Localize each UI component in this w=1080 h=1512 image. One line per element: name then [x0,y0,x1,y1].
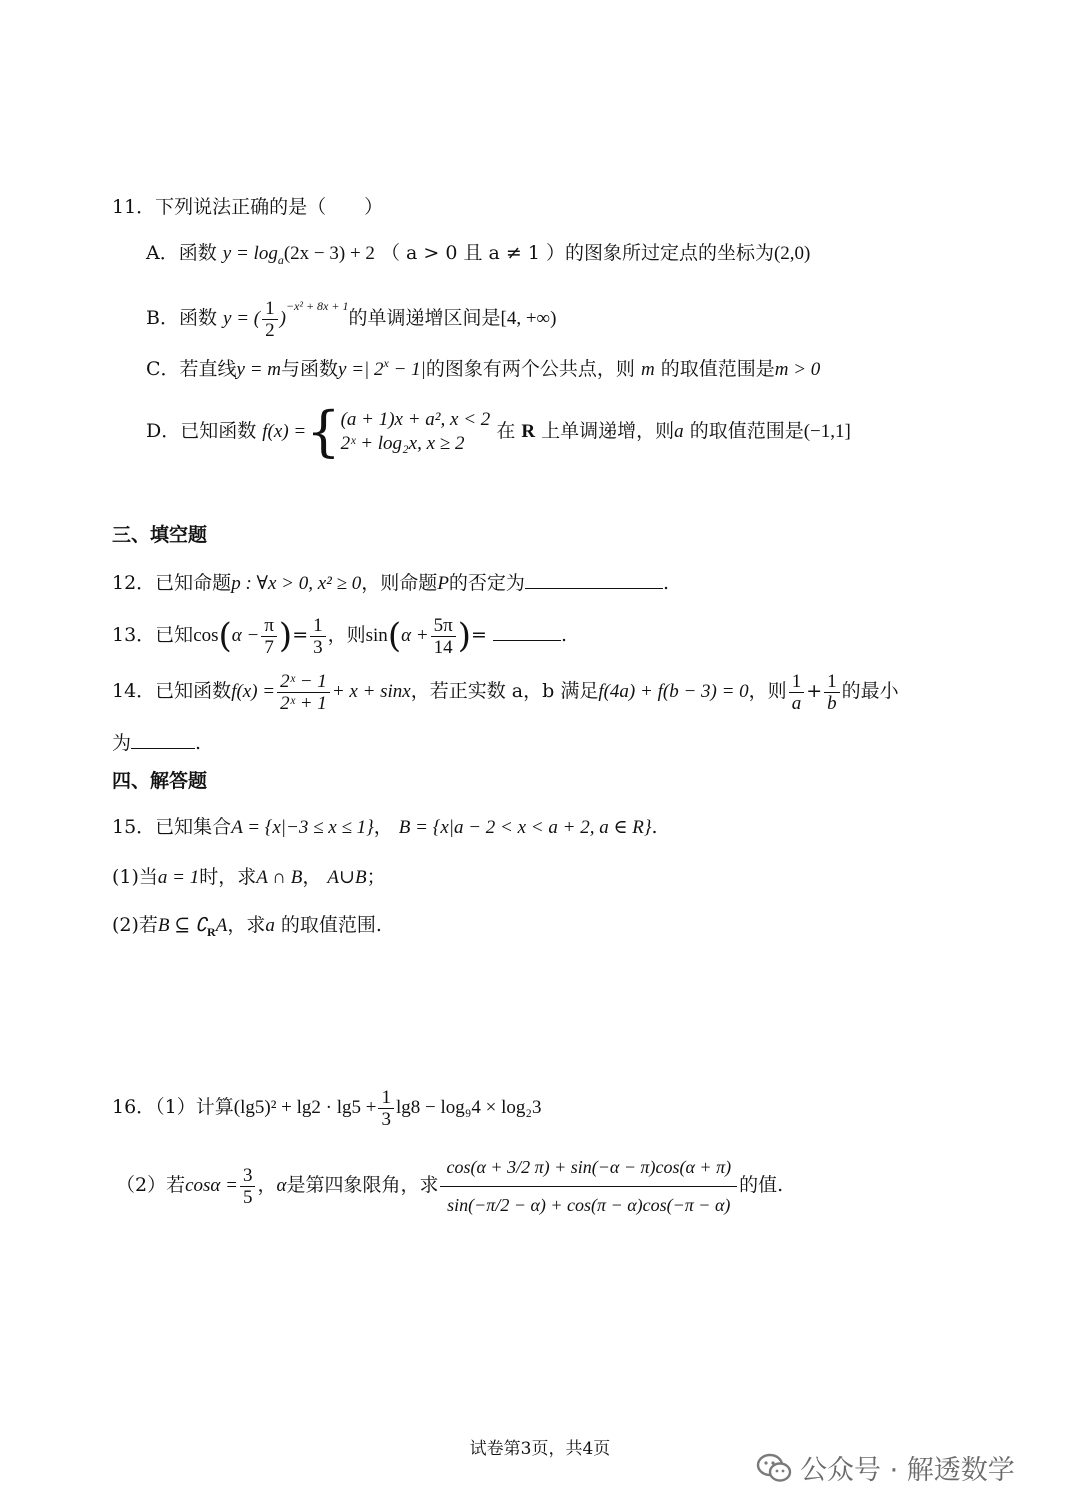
q13: 13．已知cos(α − $\frac{\pi}{7}$ )= $\frac{1}{3}$ ，则sin(α + $\frac{5\pi}{14}$ )= . [112,614,567,658]
answer-blank[interactable] [525,568,663,589]
piecewise-brace: { [306,400,341,463]
q14: 14．已知函数f(x) = $\frac{\text{2ˣ − 1}}{\text{2ˣ + 1}}$ + x + sinx，若正实数 a，b 满足f(4a) + f(b − 3) = 0，则 $\frac{1}{a}$ + $\frac{1}{b}$ 的最小 [112,670,899,714]
q15-part2: (2)若B ⊆ $∁_RA$，求a 的取值范围. [112,914,382,939]
watermark: 公众号 · 解透数学 [756,1448,1015,1487]
q12: 12．已知命题p : ∀x > 0, x² ≥ 0，则命题P的否定为 . [112,568,669,597]
section-fill-blank-heading: 三、填空题 [112,524,208,546]
q11-option-a: A．函数 $y = \log_a(2x - 3) + 2$ （ a > 0 且 a ≠ 1 ）的图象所过定点的坐标为(2,0) [146,242,811,267]
q16-part2: （2）若cosα = $\frac{3}{5}$ ，α是第四象限角，求 $\frac{\cos(\alpha + 3/2 \pi) + \sin(-\alpha - \pi)\cos(\alpha + \pi)}{\sin(-\pi/2 - \alpha) + \cos(\pi - \alpha)\cos(-\pi - \alpha)}$ 的值. [116,1140,783,1231]
q11-option-d: D．已知函数 f(x) ={ (a + 1)x + a², x < 2 2ˣ + log₂x, x ≥ 2 在 R 上单调递增，则a 的取值范围是(−1,1] [146,400,851,463]
q15-part1: (1)当a = 1时，求A ∩ B， A∪B； [112,866,386,888]
q11-option-b: B．函数 y = ( $\frac{1}{2}$ )$^{-x^2 + 8x + 1}$的单调递增区间是[4, +∞) [146,297,557,341]
q14-continued: 为 . [112,728,201,756]
q11-option-c: C．若直线y = m与函数y =| $2^x - 1|$的图象有两个公共点，则 m 的取值范围是m > 0 [146,356,821,380]
answer-blank[interactable] [131,728,195,749]
q16-part1: 16．（1）计算(lg5)² + lg2 · lg5 + $\frac{1}{3}$ lg8 − log₉4 × log₂3 [112,1086,542,1130]
q11-stem: 11．下列说法正确的是（ ） [112,196,384,218]
answer-blank[interactable] [493,620,561,641]
section-solve-heading: 四、解答题 [112,770,208,792]
page-footer: 试卷第3页，共4页 [469,1439,611,1459]
q15-stem: 15．已知集合A = {x|−3 ≤ x ≤ 1}， B = {x|a − 2 < x < a + 2, a ∈ R}. [112,816,658,838]
wechat-icon [756,1453,792,1483]
